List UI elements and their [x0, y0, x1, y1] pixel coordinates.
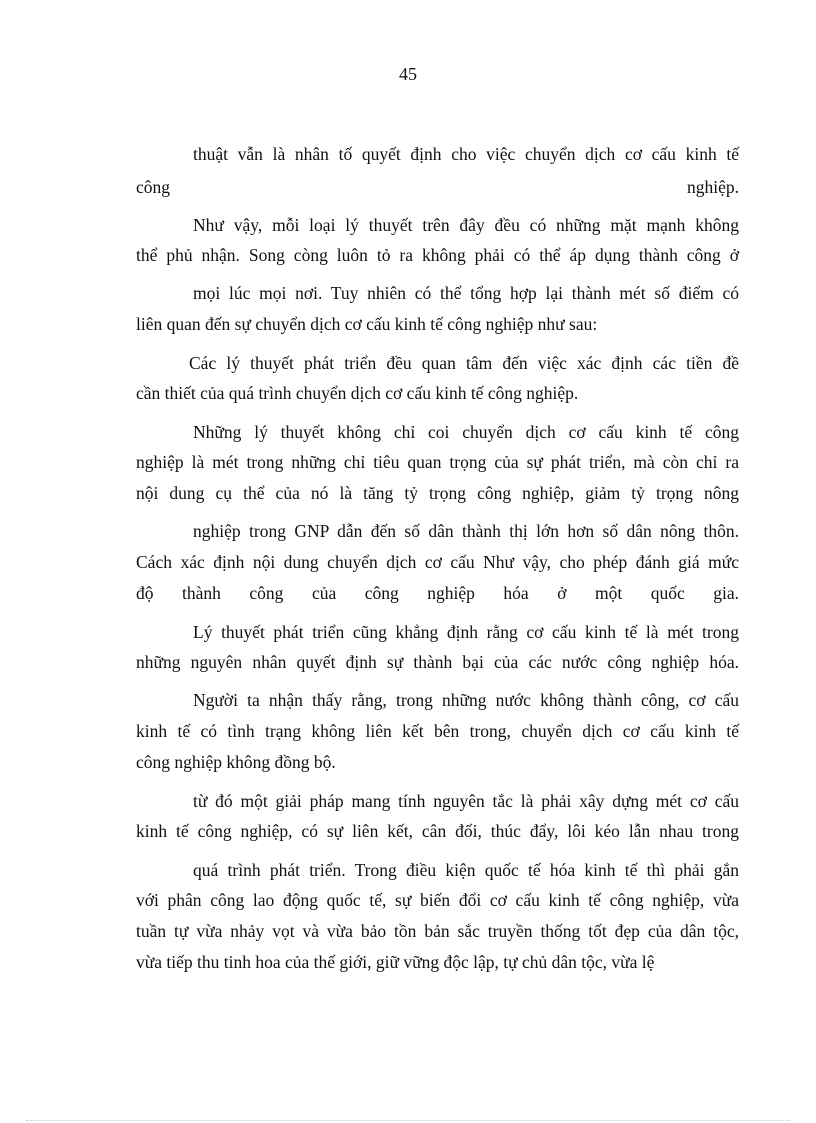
text-line: Như vậy, mỗi loại lý thuyết trên đây đều có những mặt mạnh không — [193, 215, 739, 235]
text-line: từ đó một giải pháp mang tính nguyên tắc là phải xây dựng mét cơ cấu — [193, 791, 739, 811]
text-line: vừa tiếp thu tinh hoa của thế giới, giữ vững độc lập, tự chủ dân tộc, vừa lệ — [136, 952, 655, 972]
text-line: công nghiệp. — [136, 177, 739, 197]
text-line: nội dung cụ thể của nó là tăng tỷ trọng công nghiệp, giảm tỷ trọng nông — [136, 483, 739, 503]
text-line: Lý thuyết phát triển cũng khẳng định rằng cơ cấu kinh tế là mét trong — [193, 622, 739, 642]
text-line: những nguyên nhân quyết định sự thành bại của các nước công nghiệp hóa. — [136, 652, 739, 672]
text-line: Người ta nhận thấy rằng, trong những nước không thành công, cơ cấu — [193, 690, 739, 710]
text-line: thể phủ nhận. Song còng luôn tỏ ra không phải có thể áp dụng thành công ở — [136, 245, 739, 265]
text-line: liên quan đến sự chuyển dịch cơ cấu kinh tế công nghiệp như sau: — [136, 314, 598, 334]
page-number: 45 — [399, 64, 417, 84]
text-line: cần thiết của quá trình chuyển dịch cơ cấu kinh tế công nghiệp. — [136, 383, 579, 403]
text-line: kinh tế công nghiệp, có sự liên kết, cân đối, thúc đẩy, lôi kéo lẫn nhau trong — [136, 821, 739, 841]
text-line: nghiệp trong GNP dẫn đến số dân thành thị lớn hơn số dân nông thôn. — [193, 521, 739, 541]
bottom-rule — [26, 1120, 790, 1121]
text-line: Các lý thuyết phát triển đều quan tâm đến việc xác định các tiền đề — [189, 353, 739, 373]
text-line: tuần tự vừa nhảy vọt và vừa bảo tồn bản sắc truyền thống tốt đẹp của dân tộc, — [136, 921, 739, 941]
text-line: Cách xác định nội dung chuyển dịch cơ cấu Như vậy, cho phép đánh giá mức — [136, 552, 739, 572]
text-line: thuật vẫn là nhân tố quyết định cho việc chuyển dịch cơ cấu kinh tế — [193, 144, 739, 164]
text-line: kinh tế có tình trạng không liên kết bên trong, chuyển dịch cơ cấu kinh tế — [136, 721, 739, 741]
text-line: quá trình phát triển. Trong điều kiện quốc tế hóa kinh tế thì phải gắn — [193, 860, 739, 880]
text-line: độ thành công của công nghiệp hóa ở một quốc gia. — [136, 583, 739, 603]
text-line: nghiệp là mét trong những chỉ tiêu quan trọng của sự phát triển, mà còn chỉ ra — [136, 452, 739, 472]
text-line: mọi lúc mọi nơi. Tuy nhiên có thể tổng hợp lại thành mét số điểm có — [193, 283, 739, 303]
text-line: với phân công lao động quốc tế, sự biến đổi cơ cấu kinh tế công nghiệp, vừa — [136, 890, 739, 910]
text-line: công nghiệp không đồng bộ. — [136, 752, 336, 772]
text-line: Những lý thuyết không chỉ coi chuyển dịch cơ cấu kinh tế công — [193, 422, 739, 442]
